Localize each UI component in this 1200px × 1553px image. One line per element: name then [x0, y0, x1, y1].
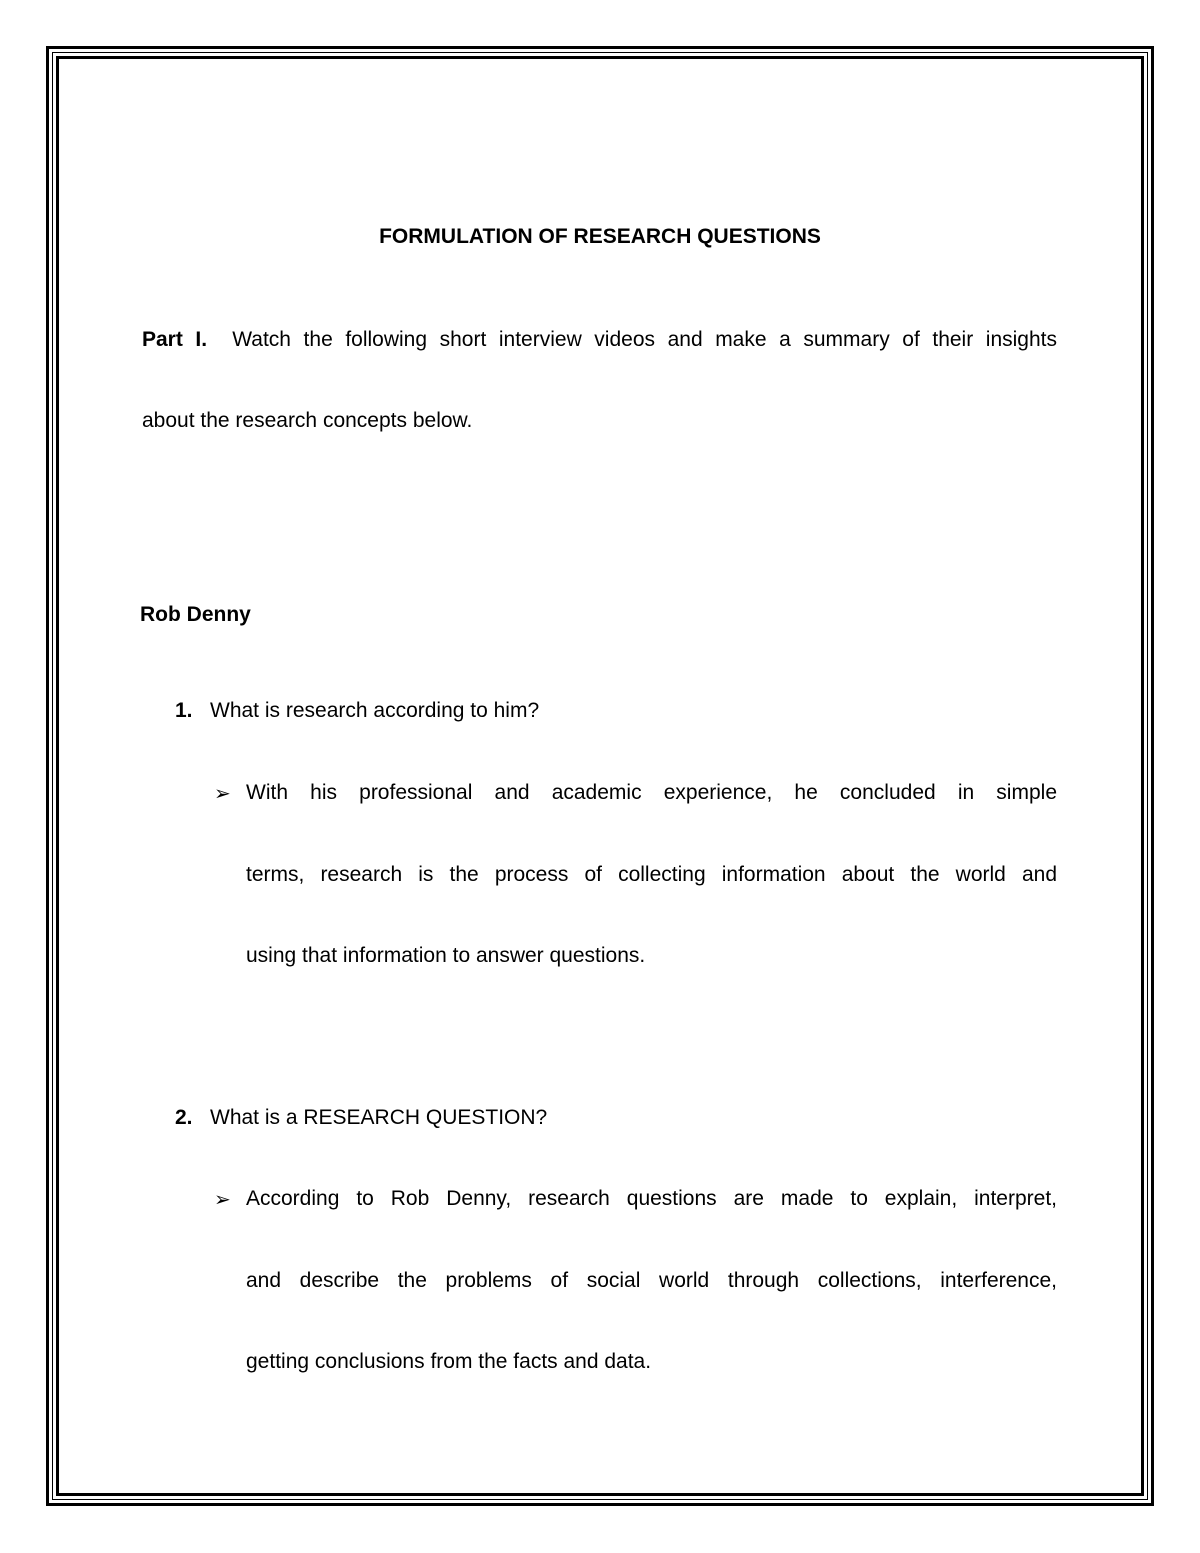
question-1-text: What is research according to him?	[210, 699, 540, 722]
arrowhead-bullet-icon: ➢	[214, 783, 231, 805]
document-title: FORMULATION OF RESEARCH QUESTIONS	[379, 225, 821, 248]
part-label: Part I.	[142, 328, 208, 351]
part-instruction-line-2: about the research concepts below.	[142, 409, 473, 432]
question-2-text: What is a RESEARCH QUESTION?	[210, 1106, 548, 1129]
part-instruction-text: Watch the following short interview videos and make a summary of their insights	[232, 328, 1057, 351]
question-2-number: 2.	[175, 1106, 193, 1129]
arrowhead-bullet-icon: ➢	[214, 1189, 231, 1211]
question-2-answer-line-2: and describe the problems of social world through collections, interference,	[246, 1269, 1057, 1292]
question-1-answer-line-2: terms, research is the process of collecting information about the world and	[246, 863, 1057, 886]
question-2-answer-line-3: getting conclusions from the facts and data.	[246, 1350, 652, 1373]
question-1-number: 1.	[175, 699, 193, 722]
question-1-answer-line-3: using that information to answer questions.	[246, 944, 646, 967]
section-heading: Rob Denny	[140, 603, 251, 626]
question-1-answer-line-1: With his professional and academic experience, he concluded in simple	[246, 781, 1057, 804]
part-instruction-line-1	[142, 328, 1057, 352]
question-2-answer-line-1: According to Rob Denny, research questions are made to explain, interpret,	[246, 1187, 1057, 1210]
